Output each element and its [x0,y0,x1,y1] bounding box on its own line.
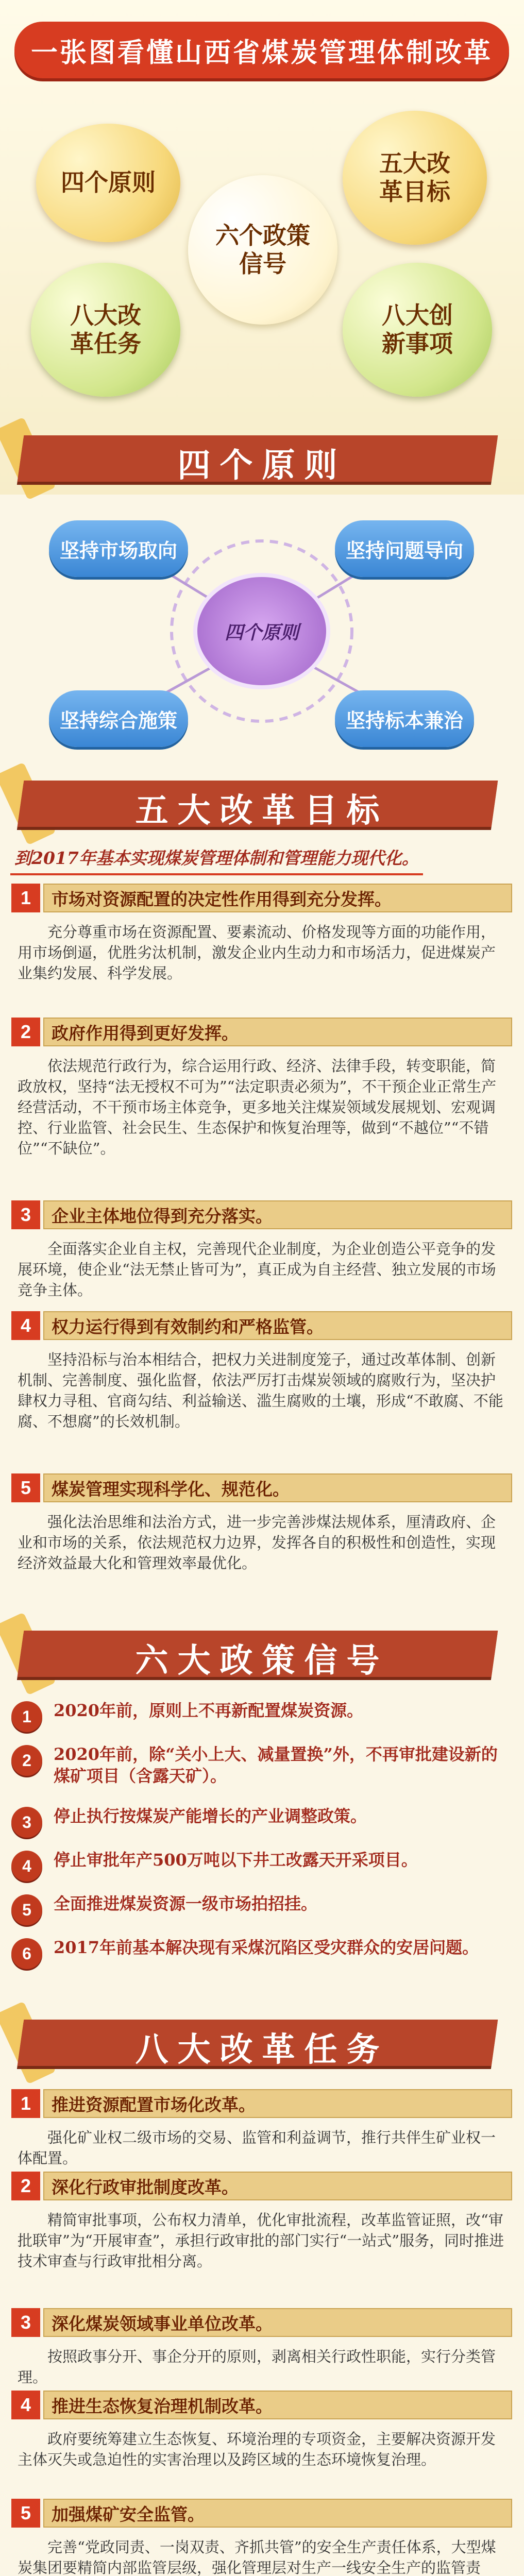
signal-text: 全面推进煤炭资源一级市场拍招挂。 [54,1894,318,1913]
goal-title: 煤炭管理实现科学化、规范化。 [43,1473,512,1502]
task-body: 精简审批事项，公布权力清单，优化审批流程，改革监管证照，改“审批联审”为“开展审查”，承担行政审批的部门实行“一站式”服务，同时推进技术审查与行政审批相分离。 [18,2211,504,2270]
task-number: 5 [11,2499,40,2528]
principles-core [197,577,326,685]
principles-header [0,428,524,489]
signals-header-text: 六大政策信号 [135,1642,389,1679]
signal-number: 4 [11,1851,42,1882]
task-title: 加强煤矿安全监管。 [43,2499,512,2528]
principle-item: 坚持市场取向 [49,520,188,577]
goal-title: 市场对资源配置的决定性作用得到充分发挥。 [43,884,512,912]
bubble-signals [188,175,337,325]
task-number: 1 [11,2089,40,2118]
goal-title: 政府作用得到更好发挥。 [43,1018,512,1046]
task-body: 按照政事分开、事企分开的原则，剥离相关行政性职能，实行分类管理。 [18,2348,496,2386]
task-title: 深化行政审批制度改革。 [43,2172,512,2200]
goal-body: 坚持沿标与治本相结合，把权力关进制度笼子，通过改革体制、创新机制、完善制度、强化监督，依法严厉打击煤炭领域的腐败行为，坚决护肆权力寻租、官商勾结、利益输送、滥生腐败的土壤，形成“不敢腐、不能腐、不想腐”的长效机制。 [18,1351,503,1431]
principles-core-label: 四个原则 [224,621,299,643]
task-body: 完善“党政同责、一岗双责、齐抓共管”的安全生产责任体系，大型煤炭集团要精简内部监管层级，强化管理层对生产一线安全生产的监管责 [18,2538,496,2576]
goal-number: 2 [11,1018,40,1046]
principle-item: 坚持问题导向 [335,520,474,577]
task-title: 推进资源配置市场化改革。 [43,2089,512,2118]
bubble-signals-label: 六个政策信号 [215,222,310,277]
signals-header [0,1623,524,1685]
title-banner [14,22,509,78]
signal-item [11,1806,512,1840]
goal-body: 强化法治思维和法治方式，进一步完善涉煤法规体系，厘清政府、企业和市场的关系，依法规范权力边界，发挥各自的积极性和创造性，实现经济效益最大化和管理效率最优化。 [18,1513,496,1572]
task-item [11,2499,512,2576]
goals-header-text: 五大改革目标 [135,792,389,829]
task-item [11,2308,512,2387]
bubble-tasks-label: 八大改革任务 [70,301,141,357]
goal-item [11,1473,512,1573]
signal-text: 停止执行按煤炭产能增长的产业调整政策。 [54,1806,367,1826]
signal-item [11,1744,512,1795]
task-title: 深化煤炭领域事业单位改革。 [43,2308,512,2337]
task-title: 推进生态恢复治理机制改革。 [43,2391,512,2419]
page-title: 一张图看懂山西省煤炭管理体制改革 [30,38,493,68]
goal-item [11,1018,512,1159]
goal-number: 3 [11,1200,40,1229]
signal-item [11,1700,512,1734]
task-item [11,2089,512,2168]
goal-title: 权力运行得到有效制约和严格监管。 [43,1311,512,1340]
goal-number: 5 [11,1473,40,1502]
goal-item [11,1200,512,1300]
task-body: 政府要统筹建立生态恢复、环境治理的专项资金，主要解决资源开发主体灭失或急迫性的实害治理以及跨区域的生态环境恢复治理。 [18,2430,496,2469]
signal-item [11,1850,512,1884]
goal-item [11,1311,512,1432]
task-number: 4 [11,2391,40,2419]
bubble-goals [343,111,487,245]
goal-item [11,884,512,984]
bubble-principles [36,124,180,242]
signal-item [11,1937,512,1989]
goal-body: 依法规范行政行为，综合运用行政、经济、法律手段，转变职能，简政放权，坚持“法无授权不可为”“法定职责必须为”，不干预企业正常生产经营活动，不干预市场主体竞争，更多地关注煤炭领域发展规划、宏观调控、行业监管、社会民生、生态保护和恢复治理等，做到“不越位”“不错位”“不缺位”。 [18,1057,497,1158]
bubble-tasks [31,263,180,397]
principles-header-text: 四个原则 [177,447,347,484]
signal-number: 6 [11,1938,42,1969]
bubble-principles-label: 四个原则 [61,169,156,196]
task-item [11,2172,512,2272]
tasks-header [0,2012,524,2074]
signal-item [11,1893,512,1927]
goals-intro: 到2017年基本实现煤炭管理体制和管理能力现代化。 [10,845,423,875]
principle-item: 坚持综合施策 [49,690,188,747]
task-number: 3 [11,2308,40,2337]
goal-number: 1 [11,884,40,912]
signal-number: 1 [11,1701,42,1732]
principles-diagram [0,500,524,768]
signal-text: 2020年前，原则上不再新配置煤炭资源。 [54,1701,364,1720]
signal-number: 3 [11,1807,42,1838]
signal-number: 5 [11,1894,42,1925]
task-body: 强化矿业权二级市场的交易、监管和利益调节，推行共伴生矿业权一体配置。 [18,2129,496,2167]
signal-number: 2 [11,1745,42,1776]
signal-text: 2017年前基本解决现有采煤沉陷区受灾群众的安居问题。 [54,1938,479,1957]
tasks-header-text: 八大改革任务 [135,2031,389,2068]
task-item [11,2391,512,2470]
goal-body: 全面落实企业自主权，完善现代企业制度，为企业创造公平竞争的发展环境，使企业“法无禁止皆可为”，真正成为自主经营、独立发展的市场竞争主体。 [18,1240,496,1299]
goal-body: 充分尊重市场在资源配置、要素流动、价格发现等方面的功能作用，用市场倒逼，优胜劣汰机制，激发企业内生动力和市场活力，促进煤炭产业集约发展、科学发展。 [18,923,496,982]
bubble-innovations [343,263,492,397]
signal-text: 2020年前，除“关小上大、减量置换”外，不再审批建设新的煤矿项目（含露天矿）。 [54,1744,498,1786]
task-number: 2 [11,2172,40,2200]
signal-text: 停止审批年产500万吨以下井工改露天开采项目。 [54,1850,418,1870]
hero-section [0,0,524,495]
principle-item: 坚持标本兼治 [335,690,474,747]
bubble-innovations-label: 八大创新事项 [382,301,453,357]
goal-number: 4 [11,1311,40,1340]
goal-title: 企业主体地位得到充分落实。 [43,1200,512,1229]
bubble-goals-label: 五大改革目标 [379,149,450,205]
goals-header [0,773,524,835]
